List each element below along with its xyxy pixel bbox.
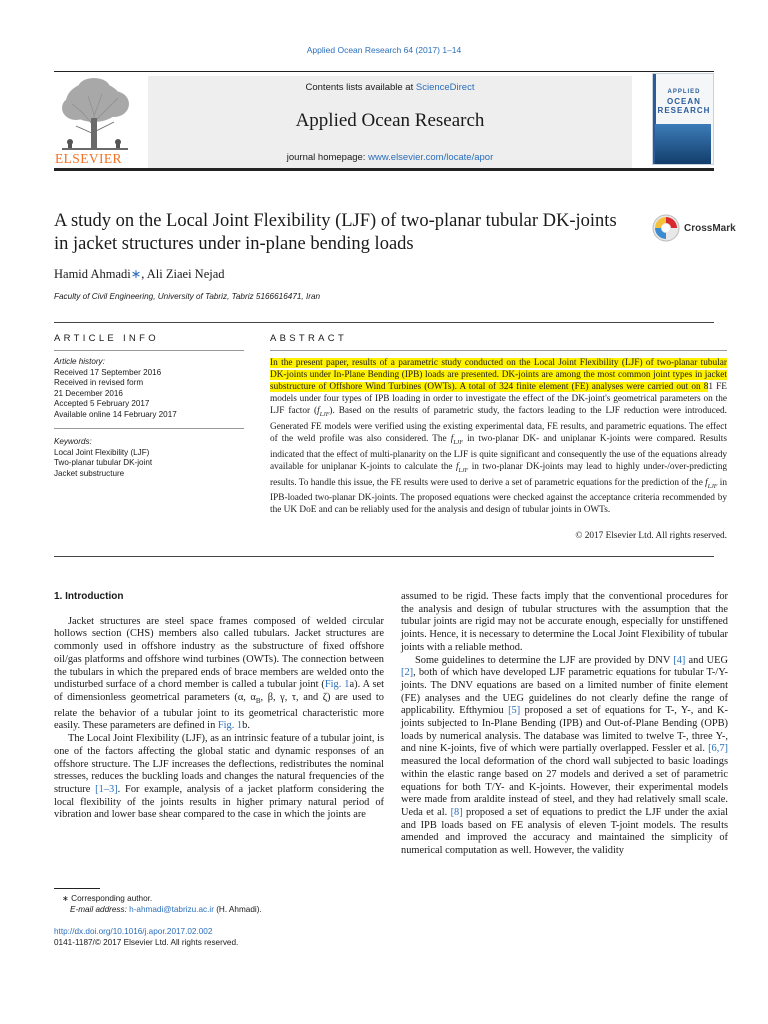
- symbol-f-ljf: $f_{LJF}$: [705, 477, 718, 490]
- footnote-rule: [54, 888, 100, 889]
- cover-title-line-2: OCEAN: [667, 97, 701, 106]
- footnote-star: ∗: [62, 894, 69, 903]
- issn-line: 0141-1187/© 2017 Elsevier Ltd. All rights reserved.: [54, 938, 239, 947]
- author-list: [54, 266, 225, 282]
- crossmark-label: CrossMark: [684, 223, 736, 234]
- corresponding-author-footnote: [54, 893, 384, 915]
- body-paragraph: assumed to be rigid. These facts imply that the conventional procedures for the analysis and design of tubular structures with the assumption that the tubular joints are rigid may not be accurate enough, especially for unstiffened joints. Hence, it is necessary to determine the Local Joint Flexibility of tubular joints with a reliable method.: [401, 591, 728, 653]
- body-left-column: [54, 591, 384, 822]
- cover-title-line-3: RESEARCH: [657, 106, 711, 115]
- body-right-column: [401, 591, 728, 858]
- figure-link[interactable]: Fig. 1: [217, 720, 243, 732]
- article-title: A study on the Local Joint Flexibility (LJF) of two-planar tubular DK-joints in jacket structures under in-plane bending loads: [54, 211, 617, 254]
- keywords-label: Keywords:: [54, 437, 92, 446]
- cover-image: [655, 124, 711, 164]
- keyword: Local Joint Flexibility (LJF): [54, 447, 150, 457]
- journal-homepage-link[interactable]: www.elsevier.com/locate/apor: [368, 152, 494, 163]
- journal-citation[interactable]: Applied Ocean Research 64 (2017) 1–14: [306, 45, 462, 55]
- email-link[interactable]: h-ahmadi@tabrizu.ac.ir: [129, 905, 214, 914]
- cover-title: [655, 88, 713, 115]
- email-suffix: (H. Ahmadi).: [213, 905, 262, 914]
- abstract-copyright: © 2017 Elsevier Ltd. All rights reserved.: [575, 531, 727, 541]
- footnote-corresponding: Corresponding author.: [71, 894, 153, 903]
- abstract-text: [270, 357, 727, 516]
- abstract-heading: ABSTRACT: [270, 333, 348, 344]
- symbol-f-ljf: $f_{LJF}$: [450, 433, 464, 446]
- homepage-line: [148, 152, 632, 163]
- history-label: Article history:: [54, 357, 105, 366]
- history-item: Accepted 5 February 2017: [54, 399, 150, 409]
- article-history: [54, 357, 244, 421]
- info-separator: [54, 428, 244, 429]
- abstract-highlighted-text[interactable]: In the present paper, results of a parametric study conducted on the Local Joint Flexibility (LJF) of two-planar tubular DK-joints under In-Plane Bending (IPB) loads are presented. DK-joints are among the most common joint types in jacket substructure of Offshore Wind Turbines (OWTs). A total of 324 finite element (FE) analyses were carried out on 8: [270, 358, 727, 392]
- contents-prefix: Contents lists available at: [305, 82, 416, 93]
- history-item: Received in revised form: [54, 378, 144, 388]
- cover-title-line-1: APPLIED: [667, 89, 701, 95]
- figure-link[interactable]: Fig. 1: [324, 679, 350, 691]
- journal-masthead: [54, 71, 714, 168]
- homepage-prefix: journal homepage:: [286, 152, 369, 163]
- doi-footnote: [54, 926, 384, 948]
- history-item: Received 17 September 2016: [54, 367, 162, 377]
- abstract-rule: [270, 350, 727, 351]
- journal-name: Applied Ocean Research: [295, 110, 485, 131]
- keywords-block: [54, 437, 244, 479]
- crossmark-icon: [652, 214, 680, 242]
- keyword: Jacket substructure: [54, 468, 125, 478]
- body-paragraph: The Local Joint Flexibility (LJF), as an intrinsic feature of a tubular joint, is one of the factors affecting the global static and dynamic responses of an offshore structure. The LJF increases the deflections, redistributes the nominal stresses, reduces the buckling loads and changes the natural frequencies of the structure [1–3]. For example, analysis of a jacket platform considering the local flexibility of the joints results in higher primary natural period of vibration and lower base shear compared to the case in which the joints are: [54, 733, 385, 821]
- reference-link[interactable]: [6,7]: [708, 743, 728, 755]
- crossmark-badge[interactable]: [652, 214, 734, 242]
- body-paragraph: Jacket structures are steel space frames composed of welded circular hollows section (CHS) members also called tubulars. Jacket structures are commonly used in offshore industry as the substructure of fixed offshore oil/gas platforms and offshore wind turbines (OWTs). The connection between the tubulars in which the prepared ends of brace members are welded onto the undisturbed surface of a chord member is called a tubular joint (Fig. 1a). A set of dimensionless geometrical parameters (α, $\alpha_B$, β, γ, τ, and ζ) are used to relate the behavior of a tubular joint to its geometrical characteristic more easily. These parameters are defined in Fig. 1b.: [54, 615, 385, 732]
- abstract-segment: in IPB-loaded two-planar DK-joints. The proposed equations were checked against the acceptance criteria recommended by the UK DoE and can be reliably used for the analysis and design of tubular joints in OWTs.: [270, 477, 728, 516]
- symbol-f-ljf: $f_{LJF}$: [455, 461, 469, 474]
- author-affiliation: Faculty of Civil Engineering, University of Tabriz, Tabriz 5166616471, Iran: [54, 292, 321, 301]
- reference-link[interactable]: [2]: [401, 667, 414, 679]
- doi-link[interactable]: http://dx.doi.org/10.1016/j.apor.2017.02.002: [54, 927, 213, 936]
- elsevier-wordmark: ELSEVIER: [55, 151, 122, 166]
- abstract-segment: 1 FE models under four types of IPB loading in order to investigate the effect of the DK-joint's geometrical parameters on the LJF factor (: [270, 382, 727, 416]
- reference-link[interactable]: [1–3]: [95, 783, 118, 795]
- abstract-segment: in two-planar DK- and uniplanar K-joints were compared. Results indicated that the effect of multi-planarity on the LJF is quite significant and consequently the use of the equations already available for uniplanar K-joints to calculate the: [270, 433, 727, 472]
- masthead-bottom-rule: [54, 168, 714, 171]
- body-paragraph: Some guidelines to determine the LJF are provided by DNV [4] and UEG [2], both of which have developed LJF parametric equations for tubular T-/Y-joints. The DNV equations are based on a limited number of finite element (FE) analyses and the UEG guidelines do not clearly define the range of applicability. Efthymiou [5] proposed a set of equations for T-, Y-, and K-joints subjected to In-Plane Bending (IPB) and Out-of-Plane Bending (OPB) loads by numerical analysis. The database was limited to twelve T-, three Y-, and nine K-joints, five of which were partially overlapped. Fessler et al. [6,7] measured the local deformation of the chord wall subjected to basic loadings within the elastic range based on 27 models and derived a set of parametric equations for both T/Y- and K-joints. However, their experimental models were made from araldite instead of steel, and they had relatively small scale. Ueda et al. [8] proposed a set of equations to predict the LJF under the axial and IPB loads based on FE analysis of eleven T-joint models. The results amended and improved the accuracy and maintained the simplicity of numerical computation as well. However, the validity: [401, 654, 729, 857]
- journal-cover-thumbnail[interactable]: [652, 73, 714, 165]
- author-separator: ,: [141, 267, 147, 281]
- author-name: Hamid Ahmadi: [54, 267, 131, 281]
- history-item: Available online 14 February 2017: [54, 409, 177, 419]
- sciencedirect-link[interactable]: ScienceDirect: [415, 82, 475, 93]
- article-info-heading: ARTICLE INFO: [54, 333, 159, 344]
- masthead-banner: [148, 76, 632, 168]
- abstract-segment: in two-planar DK-joints may lead to highly under-/over-predicting results. To handle this issue, the FE results were used to derive a set of parametric equations for the prediction of the: [270, 461, 727, 488]
- history-item: 21 December 2016: [54, 388, 123, 398]
- abstract-segment: ). Based on the results of parametric study, the factors leading to the LJF reduction were introduced. Generated FE models were verified using the existing experimental data, FE results, and parametric equations. The effect of the weld profile was also considered. The: [270, 406, 728, 444]
- author-name: Ali Ziaei Nejad: [146, 267, 225, 281]
- email-label: E-mail address:: [70, 905, 130, 914]
- corresponding-author-marker[interactable]: ∗: [130, 267, 142, 281]
- article-info-rule: [54, 350, 244, 351]
- symbol-f-ljf: $f_{LJF}$: [317, 406, 330, 418]
- reference-link[interactable]: [5]: [508, 705, 521, 717]
- header-divider: [54, 322, 714, 323]
- contents-line: [148, 82, 632, 93]
- reference-link[interactable]: [8]: [450, 806, 463, 818]
- abstract-bottom-rule: [54, 556, 714, 557]
- keyword: Two-planar tubular DK-joint: [54, 458, 153, 468]
- reference-link[interactable]: [4]: [673, 654, 686, 666]
- section-heading-introduction: 1. Introduction: [54, 591, 124, 602]
